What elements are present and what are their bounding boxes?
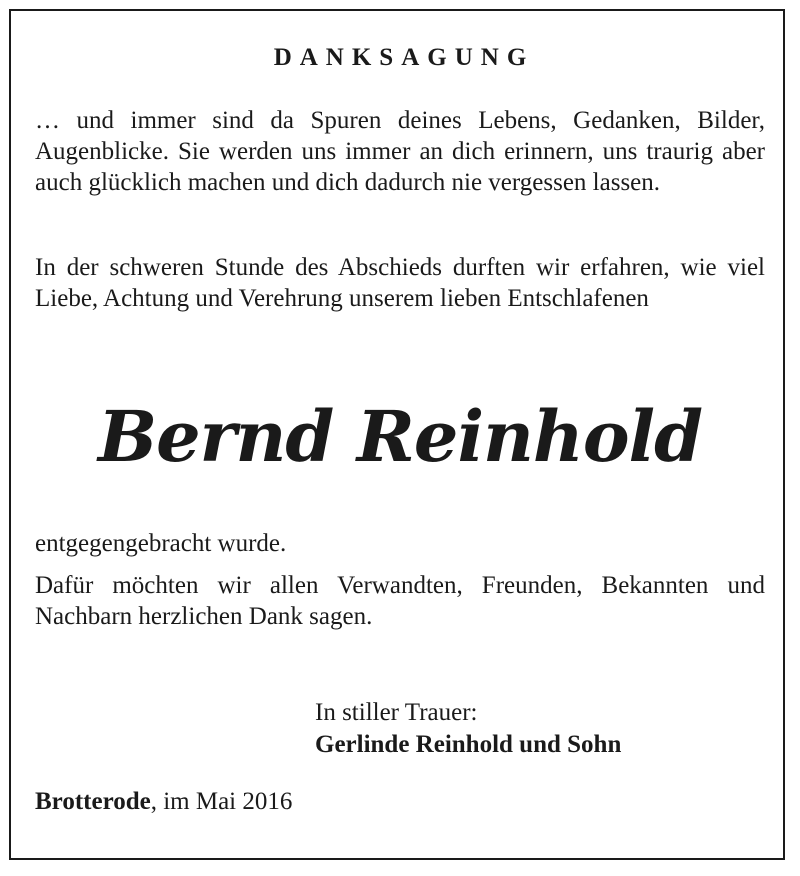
thanks-paragraph: Dafür möchten wir allen Verwandten, Freunden, Bekannten und Nachbarn herzlichen Dank sagen.: [35, 572, 765, 630]
received-paragraph: entgegengebracht wurde.: [35, 530, 287, 557]
farewell-paragraph: In der schweren Stunde des Abschieds durften wir erfahren, wie viel Liebe, Achtung und Verehrung unserem lieben Entschlafenen: [35, 254, 765, 312]
date-text: , im Mai 2016: [150, 788, 293, 815]
notice-heading: DANKSAGUNG: [273, 44, 535, 71]
mourners-signature: Gerlinde Reinhold und Sohn: [315, 731, 622, 758]
deceased-name: Bernd Reinhold: [97, 395, 703, 478]
place-date-line: [35, 786, 292, 817]
mourning-label: In stiller Trauer:: [315, 699, 478, 726]
intro-paragraph: … und immer sind da Spuren deines Lebens, Gedanken, Bilder, Augenblicke. Sie werden uns immer an dich erinnern, uns traurig aber auch glücklich machen und dich dadurch nie vergessen lassen.: [35, 107, 765, 196]
place-name: Brotterode: [35, 788, 151, 815]
